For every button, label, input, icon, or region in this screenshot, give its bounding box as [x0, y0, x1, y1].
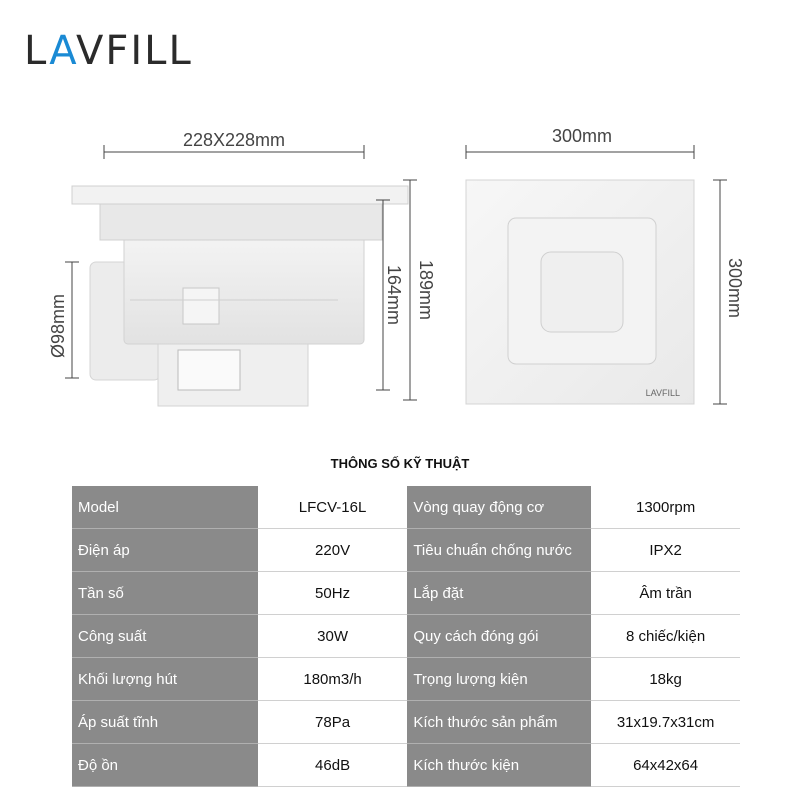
table-row	[72, 658, 740, 701]
spec-label: Khối lượng hút	[72, 658, 258, 701]
dimension-label: 164mm	[384, 264, 404, 326]
spec-label: Áp suất tĩnh	[72, 701, 258, 744]
spec-value: LFCV-16L	[258, 486, 408, 529]
spec-label: Lắp đặt	[407, 572, 591, 615]
spec-label: Kích thước sản phẩm	[407, 701, 591, 744]
table-row	[72, 744, 740, 787]
spec-value: 31x19.7x31cm	[591, 701, 740, 744]
spec-value: 30W	[258, 615, 408, 658]
spec-value: IPX2	[591, 529, 740, 572]
spec-value: 64x42x64	[591, 744, 740, 787]
fan-side-view	[72, 186, 408, 406]
spec-value: 46dB	[258, 744, 408, 787]
spec-value: Âm trần	[591, 572, 740, 615]
dimension-panel-height	[713, 180, 745, 404]
dimension-label: 228X228mm	[182, 130, 286, 150]
spec-label: Quy cách đóng gói	[407, 615, 591, 658]
spec-label: Vòng quay động cơ	[407, 486, 591, 529]
spec-label: Tiêu chuẩn chống nước	[407, 529, 591, 572]
spec-value: 1300rpm	[591, 486, 740, 529]
panel-logo: LAVFILL	[645, 388, 680, 398]
table-row	[72, 486, 740, 529]
spec-label: Model	[72, 486, 258, 529]
dimension-label: 189mm	[416, 259, 436, 321]
fan-front-panel	[466, 180, 694, 404]
table-row	[72, 615, 740, 658]
table-row	[72, 529, 740, 572]
dimension-duct-diameter	[48, 262, 79, 378]
spec-value: 180m3/h	[258, 658, 408, 701]
spec-title: THÔNG SỐ KỸ THUẬT	[330, 456, 470, 471]
dimension-top-width	[104, 130, 364, 159]
spec-label: Công suất	[72, 615, 258, 658]
table-row	[72, 701, 740, 744]
dimension-label: 300mm	[725, 257, 745, 319]
table-row	[72, 572, 740, 615]
spec-label: Điện áp	[72, 529, 258, 572]
logo-part: L	[24, 28, 50, 74]
spec-label: Trọng lượng kiện	[407, 658, 591, 701]
logo-mark: A	[49, 28, 77, 74]
logo-part: VFILL	[76, 28, 193, 74]
spec-value: 8 chiếc/kiện	[591, 615, 740, 658]
spec-label: Kích thước kiện	[407, 744, 591, 787]
dimension-label: 300mm	[551, 126, 613, 146]
dimension-panel-width	[466, 126, 694, 159]
spec-value: 18kg	[591, 658, 740, 701]
spec-value: 50Hz	[258, 572, 408, 615]
spec-label: Tần số	[72, 572, 258, 615]
spec-value: 78Pa	[258, 701, 408, 744]
spec-label: Độ ồn	[72, 744, 258, 787]
dimension-label: Ø98mm	[48, 293, 68, 359]
spec-value: 220V	[258, 529, 408, 572]
dimension-total-height	[403, 180, 436, 400]
spec-table	[72, 486, 740, 787]
